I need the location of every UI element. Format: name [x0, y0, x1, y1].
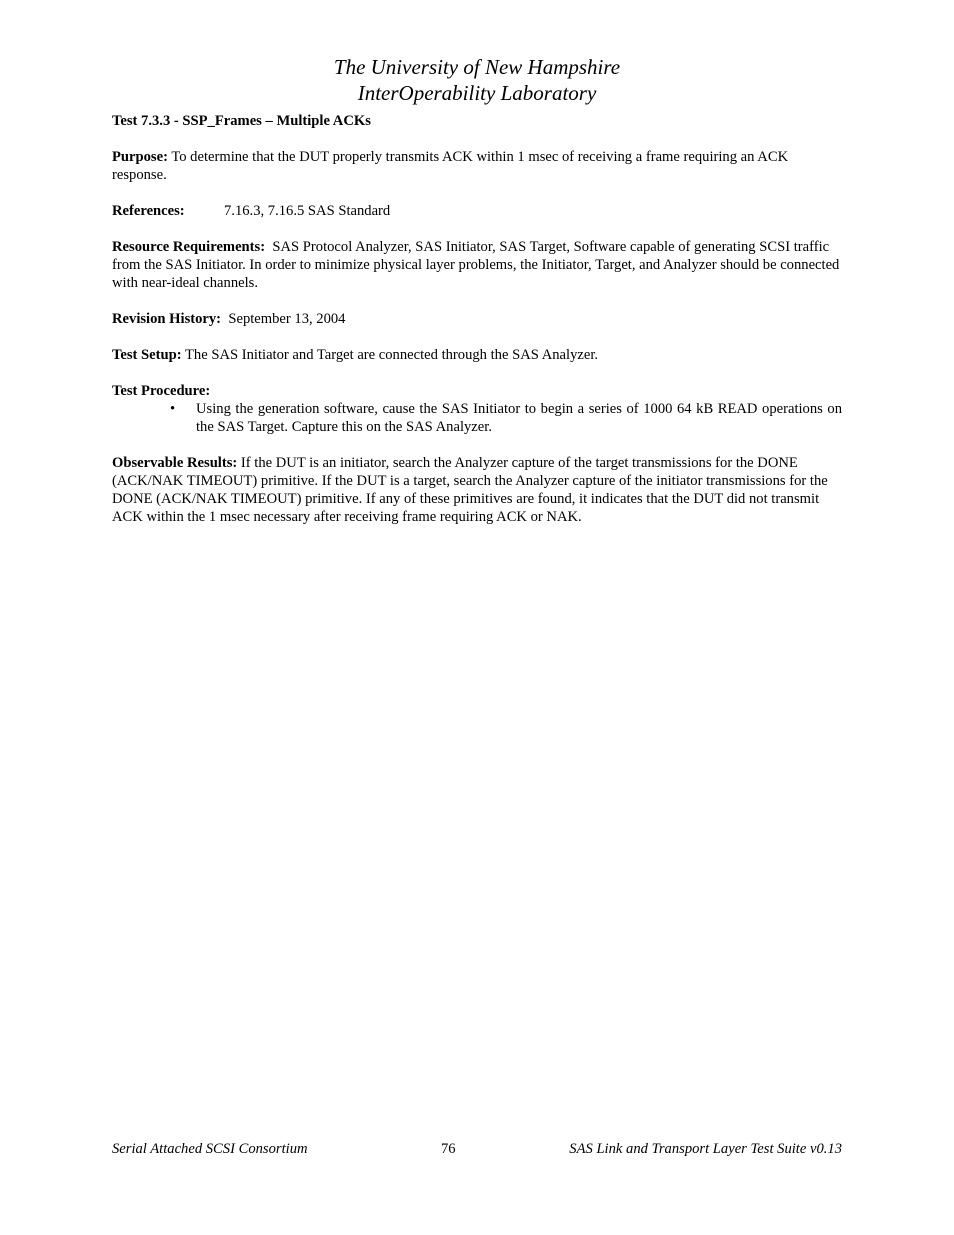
procedure-step — [112, 400, 842, 436]
results-text: If the DUT is an initiator, search the Analyzer capture of the target transmissions for the DONE (ACK/NAK TIMEOUT) primitive. If the DUT is a target, search the Analyzer capture of the initiator transmissions for the DONE (ACK/NAK TIMEOUT) primitive. If any of these primitives are found, it indicates that the DUT did not transmit ACK within the 1 msec necessary after receiving frame requiring ACK or NAK. — [112, 455, 828, 525]
revision-section — [112, 310, 842, 328]
page-footer — [112, 1140, 842, 1160]
page-number: 76 — [441, 1141, 456, 1157]
procedure-section — [112, 382, 842, 436]
revision-label: Revision History: — [112, 311, 222, 327]
setup-text: The SAS Initiator and Target are connected through the SAS Analyzer. — [185, 347, 599, 363]
header-institution: The University of New Hampshire — [333, 55, 621, 79]
revision-text: September 13, 2004 — [228, 311, 346, 327]
header-lab: InterOperability Laboratory — [357, 81, 597, 105]
resources-section — [112, 238, 842, 292]
purpose-text: To determine that the DUT properly transmits ACK within 1 msec of receiving a frame requiring an ACK response. — [112, 149, 789, 183]
setup-label: Test Setup: — [112, 347, 182, 363]
page-header — [0, 54, 954, 106]
results-label: Observable Results: — [112, 455, 238, 471]
document-body — [112, 112, 842, 544]
purpose-section — [112, 148, 842, 184]
resources-label: Resource Requirements: — [112, 239, 266, 255]
bullet-icon: • — [170, 401, 176, 417]
references-section — [112, 202, 842, 220]
procedure-label: Test Procedure: — [112, 383, 211, 399]
references-label: References: — [112, 203, 185, 219]
footer-suite-title: SAS Link and Transport Layer Test Suite v0.13 — [569, 1141, 842, 1157]
references-text: 7.16.3, 7.16.5 SAS Standard — [224, 203, 391, 219]
resources-text: SAS Protocol Analyzer, SAS Initiator, SAS Target, Software capable of generating SCSI traffic from the SAS Initiator. In order to minimize physical layer problems, the Initiator, Target, and Analyzer should be connected with near-ideal channels. — [112, 239, 840, 291]
purpose-label: Purpose: — [112, 149, 168, 165]
setup-section — [112, 346, 842, 364]
procedure-list — [112, 400, 842, 436]
procedure-step-text: Using the generation software, cause the SAS Initiator to begin a series of 1000 64 kB READ operations on the SAS Target. Capture this on the SAS Analyzer. — [196, 401, 842, 435]
test-title: Test 7.3.3 - SSP_Frames – Multiple ACKs — [112, 113, 371, 129]
footer-consortium: Serial Attached SCSI Consortium — [112, 1141, 308, 1157]
results-section — [112, 454, 842, 526]
